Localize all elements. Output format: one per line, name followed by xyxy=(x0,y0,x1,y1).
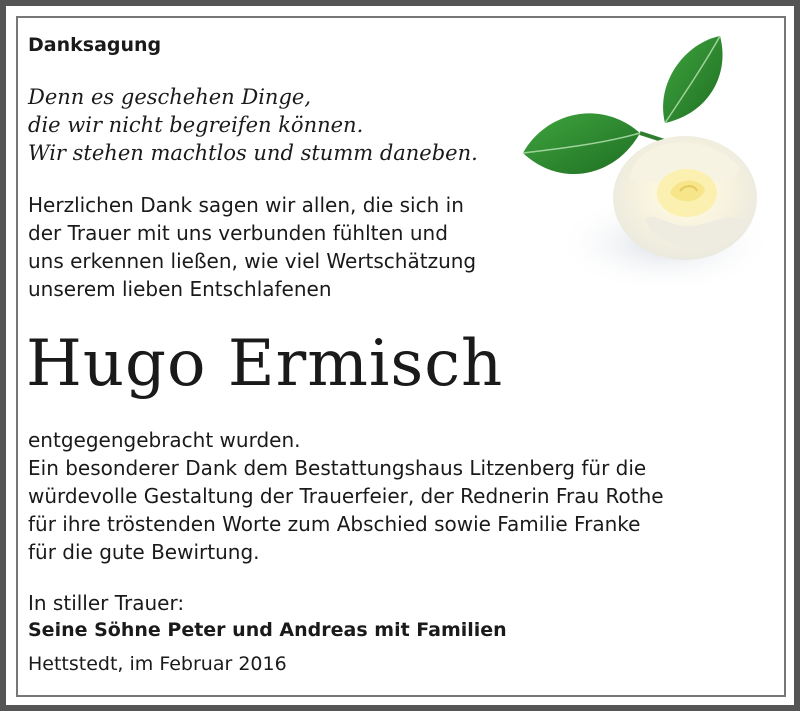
paragraph-line: Herzlichen Dank sagen wir allen, die sich in xyxy=(28,193,464,217)
paragraph-line: unserem lieben Entschlafenen xyxy=(28,277,332,301)
paragraph-line: für die gute Bewirtung. xyxy=(28,540,260,564)
paragraph-line: würdevolle Gestaltung der Trauerfeier, der Rednerin Frau Rothe xyxy=(28,484,664,508)
closing-line: In stiller Trauer: xyxy=(28,591,185,615)
paragraph-line: der Trauer mit uns verbunden fühlten und xyxy=(28,221,448,245)
paragraph-line: entgegengebracht wurden. xyxy=(28,428,301,452)
place-date: Hettstedt, im Februar 2016 xyxy=(28,653,287,675)
deceased-name: Hugo Ermisch xyxy=(26,327,504,401)
thanks-paragraph xyxy=(28,191,476,303)
paragraph-line: Ein besonderer Dank dem Bestattungshaus Litzenberg für die xyxy=(28,456,647,480)
special-thanks-paragraph xyxy=(28,426,664,566)
heading: Danksagung xyxy=(28,34,162,56)
poem-line: Denn es geschehen Dinge, xyxy=(28,85,312,109)
poem-line: Wir stehen machtlos und stumm daneben. xyxy=(28,141,478,165)
paragraph-line: für ihre tröstenden Worte zum Abschied sowie Familie Franke xyxy=(28,512,641,536)
signatories: Seine Söhne Peter und Andreas mit Familien xyxy=(28,619,507,641)
paragraph-line: uns erkennen ließen, wie viel Wertschätzung xyxy=(28,249,477,273)
white-rose-icon xyxy=(505,28,775,303)
poem-line: die wir nicht begreifen können. xyxy=(28,113,364,137)
poem xyxy=(28,83,478,167)
